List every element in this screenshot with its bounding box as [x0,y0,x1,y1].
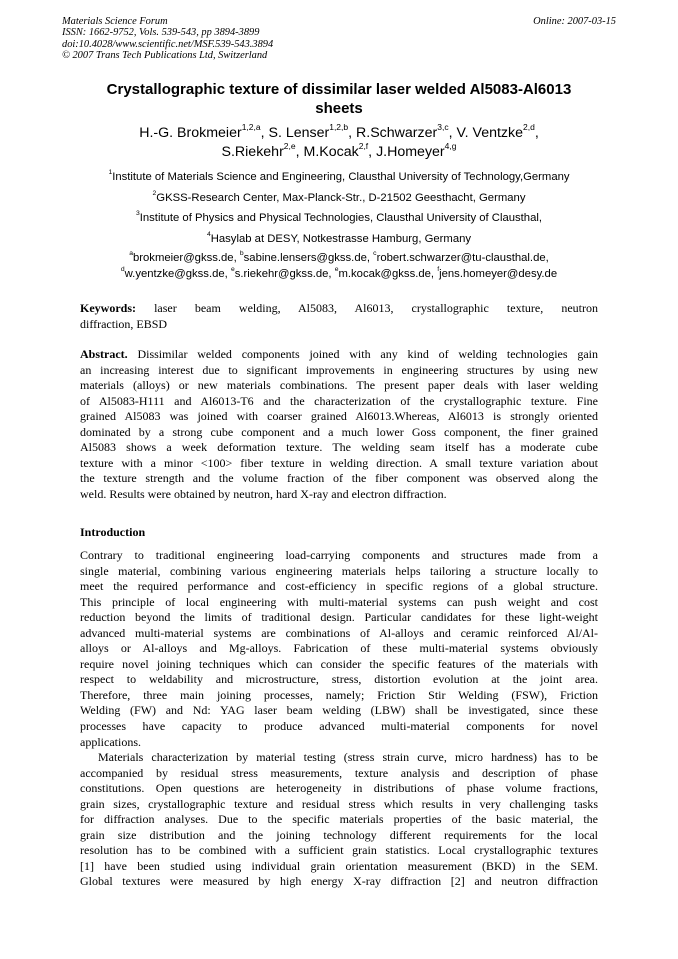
email-address: robert.schwarzer@tu-clausthal.de, [376,252,549,264]
abstract-section [80,347,598,502]
author-affiliation-marker: 1,2,b [329,122,349,132]
email-list [70,250,608,282]
email-line-1 [70,250,608,266]
author-line-2 [80,140,598,162]
intro-line: This principle of local engineering with multi-material systems can push weight and cost [80,594,598,609]
keywords-line: diffraction, EBSD [80,316,168,331]
introduction-body [80,548,598,890]
abstract-line: weld. Results were obtained by neutron, hard X-ray and electron diffraction. [80,486,447,501]
author-separator: , [534,125,539,141]
title-line-1: Crystallographic texture of dissimilar laser welded Al5083-Al6013 [106,81,572,98]
intro-line: constitutions. Open questions are heterogeneity in distributions of phase volume fractions, [80,781,598,796]
intro-line: Therefore, three main joining processes, namely; Friction Stir Welding (FSW), Friction [80,687,598,702]
intro-line: [1] have been studied using individual grain orientation measurement (BKD) in the SEM. [80,858,598,873]
author-separator: , [448,125,457,141]
affiliation-2 [70,188,608,209]
author-separator: , [368,143,377,160]
intro-line: applications. [80,734,141,749]
affiliation-text: GKSS-Research Center, Max-Planck-Str., D-21502 Geesthacht, Germany [156,191,526,204]
copyright-line: © 2007 Trans Tech Publications Ltd, Switzerland [62,50,268,62]
affiliation-marker: 3 [135,210,140,218]
email-address: jens.homeyer@desy.de [439,268,558,280]
intro-line: grain size distribution and the joining technology different requirements for the local [80,827,598,842]
intro-line: require novel joining techniques which can consider the specific features of the materials with [80,656,598,671]
keywords-label: Keywords: [80,301,136,315]
email-marker: c [373,250,377,258]
affiliation-text: Hasylab at DESY, Notkestrasse Hamburg, Germany [210,232,472,245]
email-address: m.kocak@gkss.de, [338,268,438,280]
intro-line: meet the required performance and cost-efficiency in specific regions of a global structure. [80,579,598,594]
author-separator: , [260,125,269,141]
author-line-1 [80,124,598,143]
affiliation-marker: 2 [152,189,157,197]
abstract-line: Al5083 shows a week deformation texture. The welding seam itself has a moderate cube [80,440,598,455]
intro-line: alloys or Al-alloys and Mg-alloys. Fabrication of these multi-material systems obviously [80,641,598,656]
abstract-line: an increasing interest due to significant improvements in engineering structures by using new [80,362,598,377]
email-marker: e [230,266,235,274]
author-separator: , [348,125,357,141]
abstract-label: Abstract. [80,347,128,361]
intro-line: Materials characterization by material testing (stress strain curve, micro hardness) has to be [98,750,598,765]
affiliation-4 [70,229,608,250]
author-list [80,124,598,161]
intro-line: reduction beyond the limits of traditional design. Particular candidates for these light-weight [80,610,598,625]
abstract-line: the texture strength and the volume fraction of the fiber component was observed along the [80,471,598,486]
intro-line: for diffraction analyses. Due to the specific materials properties of the basic material, the [80,812,598,827]
intro-line: Global textures were measured by high energy X-ray diffraction [2] and neutron diffraction [80,874,598,889]
issn-line: ISSN: 1662-9752, Vols. 539-543, pp 3894-3899 [62,27,260,39]
author-affiliation-marker: 4,g [444,140,457,151]
intro-line: processes have capacity to produce advanced multi-material components for novel [80,719,598,734]
email-marker: d [120,266,125,274]
abstract-line: texture with a minor <100> fiber texture in welding direction. A small texture variation about [80,455,598,470]
author-affiliation-marker: 2,d [523,122,535,132]
author-name: S.Riekehr [221,143,284,160]
intro-line: Welding (FW) and Nd: YAG laser beam welding (LBW) shall be investigated, since these [80,703,598,718]
email-address: brokmeier@gkss.de, [132,252,240,264]
abstract-text: Dissimilar welded components joined with any kind of welding technologies gain [127,347,598,361]
email-address: sabine.lensers@gkss.de, [243,252,374,264]
email-address: s.riekehr@gkss.de, [234,268,335,280]
keywords-section [80,301,598,332]
author-name: H.-G. Brokmeier [139,125,242,141]
intro-line: grain sizes, crystallographic texture and residual stress which results in very challenging tasks [80,796,598,811]
keywords-text: laser beam welding, Al5083, Al6013, crystallographic texture, neutron [136,301,598,315]
email-marker: a [129,250,133,258]
author-affiliation-marker: 1,2,a [241,122,261,132]
email-line-2 [70,266,608,282]
author-name: R.Schwarzer [356,125,438,141]
author-affiliation-marker: 2,e [283,140,296,151]
abstract-line: materials (alloys) or new materials combinations. The present paper deals with laser welding [80,378,598,393]
affiliation-text: Institute of Materials Science and Engineering, Clausthal University of Technology,Germany [112,171,570,183]
author-affiliation-marker: 3,c [437,122,449,132]
email-marker: e [334,266,339,274]
title-line-2: sheets [315,100,363,117]
affiliation-1 [70,167,608,188]
paper-title [80,80,598,118]
email-address: w.yentzke@gkss.de, [124,268,231,280]
author-separator: , [295,143,304,160]
affiliation-text: Institute of Physics and Physical Technologies, Clausthal University of Clausthal, [139,212,543,224]
author-name: S. Lenser [268,125,330,141]
email-marker: f [437,266,440,274]
journal-header [62,16,616,62]
journal-name: Materials Science Forum [62,16,168,27]
intro-line: single material, combining various engineering materials helps tailoring a structure locally to [80,563,598,578]
abstract-line: dominated by a strong cube component and a much lower Goss component, the finer grained [80,424,598,439]
online-date: Online: 2007-03-15 [533,16,616,27]
author-affiliation-marker: 2,f [358,140,369,151]
author-name: M.Kocak [303,143,359,160]
author-name: J.Homeyer [376,143,445,160]
affiliation-marker: 4 [206,230,211,238]
intro-line: accompanied by residual stress measurements, texture analysis and description of phase [80,765,598,780]
email-marker: b [239,250,244,258]
introduction-heading: Introduction [80,525,146,539]
intro-line: resolution has to be combined with a sufficient grain statistics. Local crystallographic textures [80,843,598,858]
keywords-line [80,301,598,317]
abstract-line: of Al5083-H111 and Al6013-T6 and the characterization of the crystallographic texture. Fine [80,393,598,408]
intro-line: Contrary to traditional engineering load-carrying components and structures made from a [80,548,598,562]
intro-line: advanced multi-material systems are combinations of Al-alloys and ceramic reinforced Al/Al- [80,625,598,640]
affiliation-list [70,167,608,282]
author-name: V. Ventzke [456,125,523,141]
abstract-line: grained Al5083 was joined with coarser grained Al6013.Whereas, Al6013 is strongly oriented [80,409,598,424]
affiliation-3 [70,208,608,229]
intro-line: respect to weldability and microstructure, stress, distortion evolution at the joint area. [80,672,598,687]
doi-line: doi:10.4028/www.scientific.net/MSF.539-543.3894 [62,38,274,50]
abstract-line [80,347,598,363]
affiliation-marker: 1 [108,169,113,177]
